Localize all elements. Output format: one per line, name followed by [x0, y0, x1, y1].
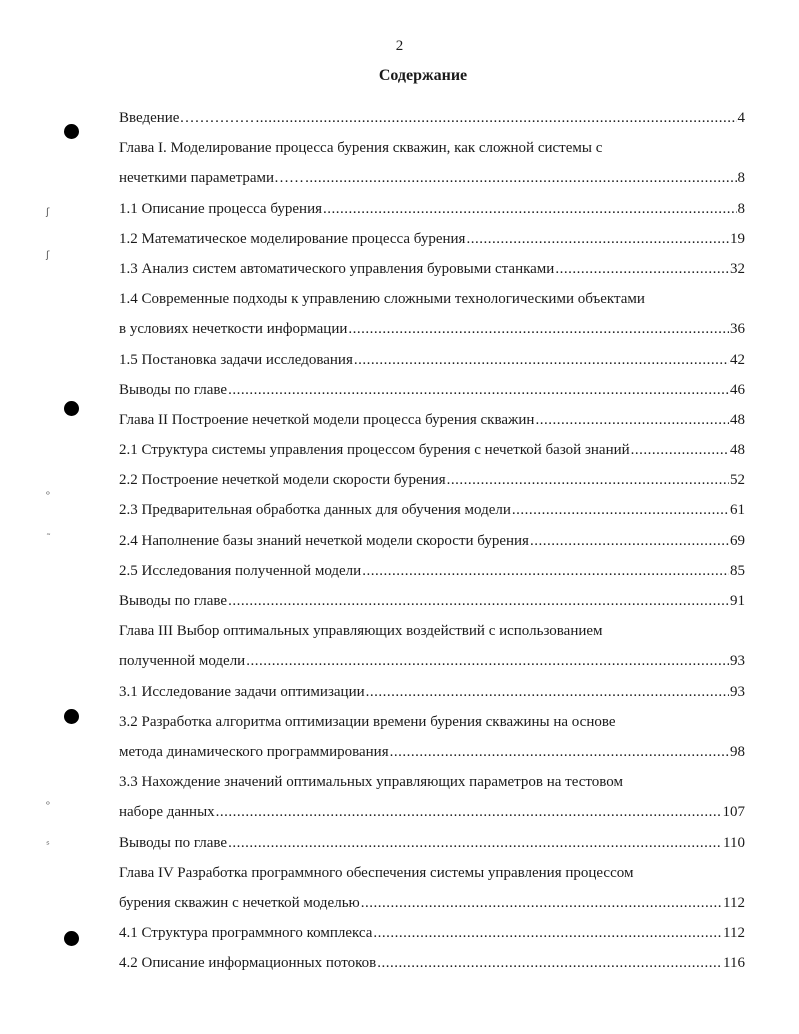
- dot-leader: [348, 314, 729, 344]
- toc-entry: [119, 465, 745, 495]
- dot-leader: [246, 646, 729, 676]
- toc-entry-last-line: [119, 797, 745, 827]
- toc-page-number: 112: [723, 894, 745, 911]
- toc-page-number: 46: [730, 381, 745, 398]
- toc-entry-text: 1.3 Анализ систем автоматического управления буровыми станками: [119, 260, 555, 277]
- toc-entry: [119, 345, 745, 375]
- toc-page-number: 52: [730, 472, 745, 489]
- toc-page-number: 69: [730, 532, 745, 549]
- toc-page-number: 110: [723, 834, 745, 851]
- toc-entry-last-line: [119, 495, 745, 525]
- dot-leader: [447, 465, 729, 495]
- toc-entry-last-line: [119, 828, 745, 858]
- toc-page-number: 112: [723, 925, 745, 942]
- toc-entry-last-line: [119, 888, 745, 918]
- toc-entry: [119, 526, 745, 556]
- toc-entry-line: [119, 858, 745, 888]
- toc-entry-text: полученной модели: [119, 653, 246, 670]
- toc-entry: [119, 435, 745, 465]
- toc-entry-text: 4.2 Описание информационных потоков: [119, 955, 377, 972]
- dot-leader: [305, 163, 736, 193]
- toc-page-number: 61: [730, 502, 745, 519]
- toc-entry-last-line: [119, 646, 745, 676]
- toc-entry-last-line: [119, 556, 745, 586]
- toc-entry-last-line: [119, 224, 745, 254]
- toc-entry: [119, 495, 745, 525]
- toc-entry-text: 1.4 Современные подходы к управлению сложными технологическими объектами: [119, 291, 645, 308]
- toc-entry-last-line: [119, 375, 745, 405]
- toc-entry-text: 3.1 Исследование задачи оптимизации: [119, 683, 365, 700]
- dot-leader: [535, 405, 729, 435]
- toc-entry-text: Введение……………: [119, 110, 255, 126]
- toc-entry: [119, 767, 745, 827]
- toc-entry-last-line: [119, 948, 745, 978]
- dot-leader: [354, 345, 729, 375]
- toc-entry-text: Выводы по главе: [119, 593, 228, 609]
- toc-entry-line: [119, 707, 745, 737]
- toc-entry-text: бурения скважин с нечеткой моделью: [119, 894, 360, 911]
- toc-page-number: 48: [730, 411, 745, 428]
- dot-leader: [216, 797, 722, 827]
- dot-leader: [228, 828, 722, 858]
- scan-speck: ʃ: [46, 207, 50, 218]
- toc-page-number: 48: [730, 442, 745, 459]
- toc-page-number: 42: [730, 351, 745, 368]
- toc-entry-line: [119, 616, 745, 646]
- toc-entry-last-line: [119, 465, 745, 495]
- toc-entry: [119, 194, 745, 224]
- dot-leader: [362, 556, 729, 586]
- toc-page-number: 8: [737, 170, 745, 187]
- toc-page-number: 8: [737, 200, 745, 217]
- toc-page-number: 107: [722, 804, 745, 821]
- dot-leader: [228, 586, 729, 616]
- toc-title: Содержание: [378, 67, 468, 84]
- toc-page-number: 85: [730, 562, 745, 579]
- toc-page-number: 36: [730, 321, 745, 338]
- toc-entry: [119, 858, 745, 918]
- dot-leader: [555, 254, 729, 284]
- toc-entry-text: Глава II Построение нечеткой модели процесса бурения скважин: [119, 411, 535, 428]
- toc-entry-text: 2.2 Построение нечеткой модели скорости бурения: [119, 472, 446, 489]
- dot-leader: [255, 103, 736, 133]
- dot-leader: [390, 737, 729, 767]
- toc-entry: [119, 918, 745, 948]
- toc-entry: [119, 616, 745, 676]
- toc-entry-text: наборе данных: [119, 804, 215, 821]
- toc-entry-text: 2.1 Структура системы управления процессом бурения с нечеткой базой знаний: [119, 442, 630, 459]
- toc-page-number: 19: [730, 230, 745, 247]
- toc-entry-text: 1.2 Математическое моделирование процесса бурения: [119, 230, 466, 247]
- scan-speck: ᵒ: [46, 490, 51, 501]
- scan-speck: ʃ: [46, 250, 50, 261]
- toc-entry-last-line: [119, 677, 745, 707]
- dot-leader: [377, 948, 722, 978]
- toc-entry: [119, 405, 745, 435]
- toc-page-number: 4: [737, 110, 745, 126]
- toc-entry-text: Глава I. Моделирование процесса бурения скважин, как сложной системы с: [119, 140, 603, 157]
- toc-entry-last-line: [119, 405, 745, 435]
- dot-leader: [323, 194, 736, 224]
- toc-entry-last-line: [119, 345, 745, 375]
- toc-page-number: 93: [730, 653, 745, 670]
- toc-entry: [119, 707, 745, 767]
- toc-entry-last-line: [119, 586, 745, 616]
- toc-entry-text: 2.4 Наполнение базы знаний нечеткой модели скорости бурения: [119, 532, 529, 549]
- dot-leader: [361, 888, 722, 918]
- binder-hole-1: [64, 124, 79, 139]
- toc-entry-line: [119, 767, 745, 797]
- toc-entry-last-line: [119, 163, 745, 193]
- toc-entry-last-line: [119, 526, 745, 556]
- toc-entry: [119, 103, 745, 133]
- scan-speck: ᵒ: [46, 800, 51, 811]
- toc-entry: [119, 133, 745, 193]
- toc-entry-text: 4.1 Структура программного комплекса: [119, 925, 373, 942]
- toc-entry-text: 3.3 Нахождение значений оптимальных управляющих параметров на тестовом: [119, 774, 623, 791]
- dot-leader: [530, 526, 729, 556]
- binder-hole-3: [64, 709, 79, 724]
- toc-entry: [119, 948, 745, 978]
- toc-entry-text: метода динамического программирования: [119, 743, 389, 760]
- toc-entry-text: 3.2 Разработка алгоритма оптимизации времени бурения скважины на основе: [119, 713, 616, 730]
- dot-leader: [466, 224, 729, 254]
- toc-entry-text: Выводы по главе: [119, 834, 228, 851]
- toc-entry-line: [119, 284, 745, 314]
- toc-entry-text: 2.5 Исследования полученной модели: [119, 562, 362, 579]
- toc-entry-last-line: [119, 103, 745, 133]
- toc-entry-last-line: [119, 314, 745, 344]
- dot-leader: [631, 435, 729, 465]
- toc-entry: [119, 284, 745, 344]
- toc-entry-text: 1.5 Постановка задачи исследования: [119, 351, 353, 368]
- page-number: 2: [395, 38, 404, 54]
- toc-entry: [119, 375, 745, 405]
- toc-entry-text: Глава III Выбор оптимальных управляющих воздействий с использованием: [119, 623, 603, 640]
- scan-speck: ˢ: [46, 840, 50, 851]
- toc-page-number: 98: [730, 743, 745, 760]
- scan-speck: ˜: [46, 533, 51, 544]
- toc-entry: [119, 556, 745, 586]
- binder-hole-2: [64, 401, 79, 416]
- toc-entry: [119, 254, 745, 284]
- toc-entry: [119, 677, 745, 707]
- toc-entry-text: нечеткими параметрами……: [119, 170, 305, 187]
- dot-leader: [512, 495, 729, 525]
- toc-entry-last-line: [119, 918, 745, 948]
- toc-page-number: 32: [730, 260, 745, 277]
- toc-page-number: 91: [730, 593, 745, 609]
- toc-entry: [119, 224, 745, 254]
- toc-entry-text: 1.1 Описание процесса бурения: [119, 200, 323, 217]
- toc-entry: [119, 828, 745, 858]
- toc-entry-text: Глава IV Разработка программного обеспечения системы управления процессом: [119, 864, 634, 881]
- toc-entry-line: [119, 133, 745, 163]
- dot-leader: [373, 918, 722, 948]
- dot-leader: [228, 375, 729, 405]
- toc-entry-text: в условиях нечеткости информации: [119, 321, 348, 338]
- table-of-contents: [119, 103, 745, 978]
- toc-entry: [119, 586, 745, 616]
- toc-page-number: 116: [723, 955, 745, 972]
- toc-entry-text: 2.3 Предварительная обработка данных для обучения модели: [119, 502, 511, 519]
- toc-entry-text: Выводы по главе: [119, 381, 228, 398]
- dot-leader: [366, 677, 729, 707]
- binder-hole-4: [64, 931, 79, 946]
- toc-entry-last-line: [119, 737, 745, 767]
- toc-entry-last-line: [119, 194, 745, 224]
- toc-entry-last-line: [119, 435, 745, 465]
- toc-entry-last-line: [119, 254, 745, 284]
- toc-page-number: 93: [730, 683, 745, 700]
